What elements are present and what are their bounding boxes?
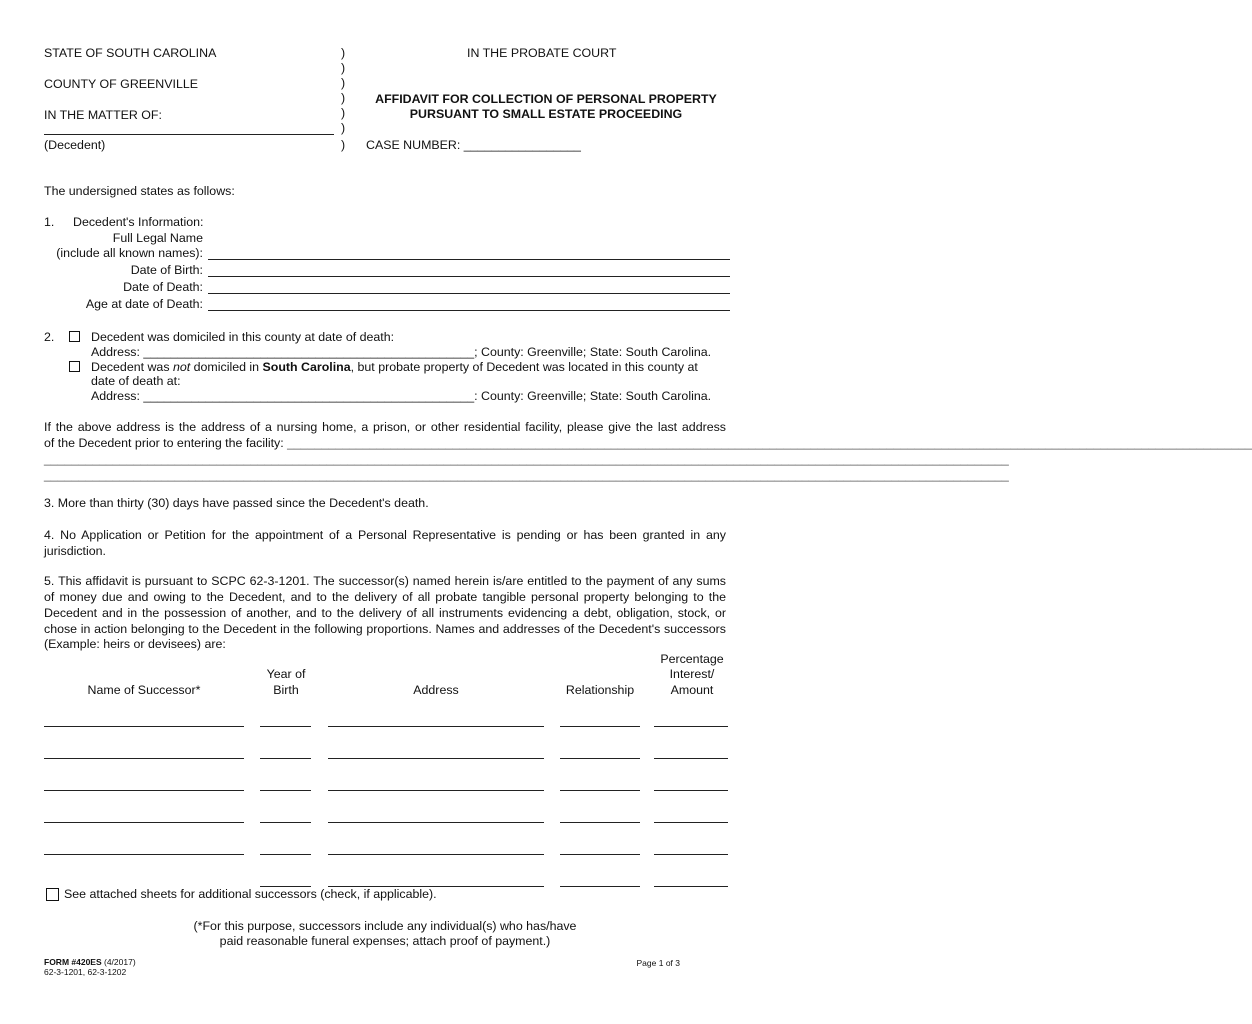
not-domiciled-address-field[interactable]: ________________________________________________	[143, 389, 475, 403]
section3-text: 3. More than thirty (30) days have passed since the Decedent's death.	[44, 496, 429, 510]
header-name: Name of Successor*	[87, 683, 201, 697]
section4-text-cont: jurisdiction.	[44, 544, 106, 558]
full-name-field[interactable]	[208, 259, 730, 260]
dob-label: Date of Birth:	[130, 263, 203, 277]
successor-percentage-field[interactable]	[654, 886, 728, 887]
successor-relationship-field[interactable]	[560, 854, 640, 855]
successor-address-field[interactable]	[328, 854, 544, 855]
successor-address-field[interactable]	[328, 726, 544, 727]
successor-name-field[interactable]	[44, 822, 244, 823]
successor-birth-year-field[interactable]	[260, 822, 311, 823]
court-label: IN THE PROBATE COURT	[467, 46, 617, 60]
successor-relationship-field[interactable]	[560, 790, 640, 791]
form-title-line1: AFFIDAVIT FOR COLLECTION OF PERSONAL PROPERTY	[375, 92, 717, 106]
successor-note-line2: paid reasonable funeral expenses; attach proof of payment.)	[219, 934, 551, 948]
successor-address-field[interactable]	[328, 758, 544, 759]
section5-line2: of money due and owing to the Decedent, and to the delivery of all probate tangible personal property belonging to the	[44, 590, 726, 604]
header-address: Address	[413, 683, 459, 697]
form-number: FORM #420ES (4/2017)	[44, 957, 136, 967]
successor-birth-year-field[interactable]	[260, 758, 311, 759]
domiciled-address-row	[91, 345, 711, 359]
successor-birth-year-field[interactable]	[260, 790, 311, 791]
successor-note-line1: (*For this purpose, successors include any individual(s) who has/have	[193, 919, 577, 933]
form-title-line2: PURSUANT TO SMALL ESTATE PROCEEDING	[409, 107, 683, 121]
age-field[interactable]	[208, 310, 730, 311]
page-number: Page 1 of 3	[636, 958, 680, 968]
not-domiciled-address-row	[91, 389, 711, 403]
successor-name-field[interactable]	[44, 726, 244, 727]
statute-reference: 62-3-1201, 62-3-1202	[44, 967, 127, 977]
successor-address-field[interactable]	[328, 790, 544, 791]
successor-birth-year-field[interactable]	[260, 854, 311, 855]
successor-percentage-field[interactable]	[654, 758, 728, 759]
header-relationship: Relationship	[565, 683, 635, 697]
successor-relationship-field[interactable]	[560, 822, 640, 823]
case-number	[366, 138, 581, 152]
county-state-text: ; County: Greenville; State: South Carolina.	[474, 345, 712, 359]
successor-relationship-field[interactable]	[560, 758, 640, 759]
dod-field[interactable]	[208, 293, 730, 294]
address-label: Address:	[91, 345, 144, 359]
case-number-field[interactable]: _________________	[463, 138, 581, 152]
header-amount: Amount	[670, 683, 714, 697]
age-label: Age at date of Death:	[85, 297, 203, 311]
domiciled-checkbox[interactable]	[69, 331, 80, 342]
not-domiciled-text-line2: date of death at:	[91, 374, 181, 388]
full-name-label: Full Legal Name	[112, 231, 203, 245]
decedent-name-line[interactable]	[44, 134, 334, 135]
successor-birth-year-field[interactable]	[260, 726, 311, 727]
successor-name-field[interactable]	[44, 790, 244, 791]
nursing-home-label: of the Decedent prior to entering the facility:	[44, 436, 288, 450]
additional-successors-checkbox[interactable]	[46, 888, 59, 901]
dod-label: Date of Death:	[123, 280, 203, 294]
section5-line3: Decedent and in the possession of another, and to the delivery of all instruments evidencing a debt, obligation, stock, or	[44, 606, 726, 620]
intro-text: The undersigned states as follows:	[44, 184, 235, 198]
previous-address-field[interactable]: ____________________________________________________________________________________________________________________________________________	[287, 436, 1252, 450]
county-state-text: : County: Greenville; State: South Carolina.	[474, 389, 712, 403]
decedent-label: (Decedent)	[44, 138, 106, 152]
section5-line4: chose in action belonging to the Decedent in the following proportions. Names and addresses of the Decedent's successors	[44, 622, 726, 636]
full-name-sublabel: (include all known names):	[56, 246, 203, 260]
header-interest: Interest/	[669, 667, 715, 681]
nursing-home-text: If the above address is the address of a nursing home, a prison, or other residential facility, please give the last address	[44, 420, 726, 434]
nursing-home-address-row	[44, 436, 1252, 450]
county-label: COUNTY OF GREENVILLE	[44, 77, 198, 91]
header-year: Year of	[266, 667, 306, 681]
section2-number: 2.	[44, 330, 55, 344]
section4-text: 4. No Application or Petition for the appointment of a Personal Representative is pending or has been granted in any	[44, 528, 726, 542]
section1-number: 1.	[44, 215, 55, 229]
section5-line5: (Example: heirs or devisees) are:	[44, 637, 226, 651]
successor-relationship-field[interactable]	[560, 726, 640, 727]
section1-heading: Decedent's Information:	[73, 215, 204, 229]
header-birth: Birth	[273, 683, 299, 697]
successor-percentage-field[interactable]	[654, 790, 728, 791]
previous-address-line2[interactable]: ____________________________________________________________________________________________________________________________________________	[44, 452, 1009, 466]
successor-name-field[interactable]	[44, 758, 244, 759]
previous-address-line3[interactable]: ____________________________________________________________________________________________________________________________________________	[44, 468, 1009, 482]
state-label: STATE OF SOUTH CAROLINA	[44, 46, 217, 60]
successor-name-field[interactable]	[44, 854, 244, 855]
header-percentage: Percentage	[660, 652, 724, 666]
domiciled-address-field[interactable]: ________________________________________________	[143, 345, 475, 359]
address-label: Address:	[91, 389, 144, 403]
additional-successors-text: See attached sheets for additional successors (check, if applicable).	[64, 887, 437, 901]
case-number-label: CASE NUMBER:	[366, 138, 464, 152]
not-domiciled-checkbox[interactable]	[69, 361, 80, 372]
successor-percentage-field[interactable]	[654, 822, 728, 823]
domiciled-text: Decedent was domiciled in this county at date of death:	[91, 330, 395, 344]
successor-relationship-field[interactable]	[560, 886, 640, 887]
not-domiciled-text: Decedent was not domiciled in South Carolina, but probate property of Decedent was located in this county at	[91, 360, 698, 374]
dob-field[interactable]	[208, 276, 730, 277]
successor-address-field[interactable]	[328, 822, 544, 823]
matter-label: IN THE MATTER OF:	[44, 108, 162, 122]
successor-percentage-field[interactable]	[654, 726, 728, 727]
section5-line1: 5. This affidavit is pursuant to SCPC 62-3-1201. The successor(s) named herein is/are entitled to the payment of any sums	[44, 574, 726, 588]
successor-percentage-field[interactable]	[654, 854, 728, 855]
